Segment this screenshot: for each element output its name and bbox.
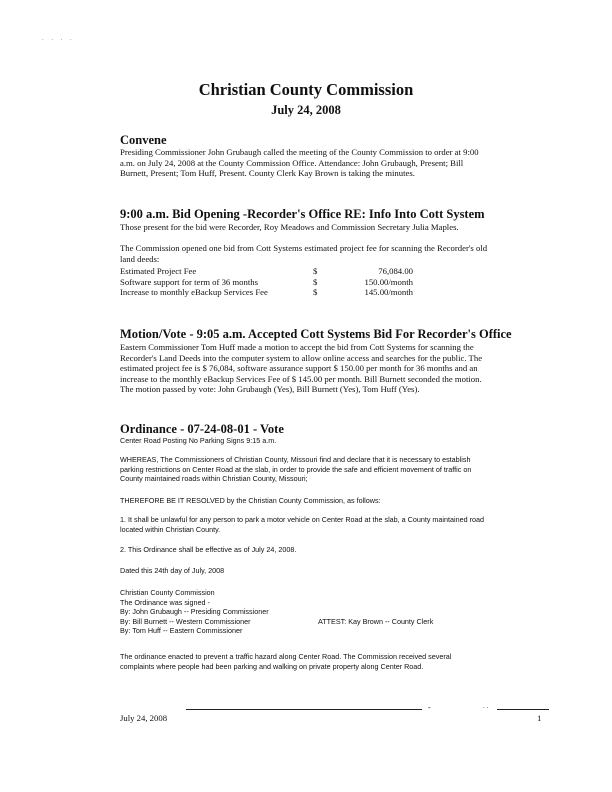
- item-1-line: located within Christian County.: [120, 524, 221, 534]
- convene-line: a.m. on July 24, 2008 at the County Commission Office. Attendance: John Grubaugh, Present; Bill: [120, 157, 464, 168]
- therefore-text: THEREFORE BE IT RESOLVED by the Christian County Commission, as follows:: [120, 496, 381, 505]
- motion-heading: Motion/Vote - 9:05 a.m. Accepted Cott Systems Bid For Recorder's Office: [120, 327, 512, 341]
- document-date: July 24, 2008: [271, 103, 341, 117]
- fee-currency: $: [313, 276, 318, 287]
- fee-amount: 145.00/month: [364, 287, 413, 298]
- fee-row: [120, 287, 420, 298]
- convene-paragraph: [120, 147, 550, 179]
- footer-date: July 24, 2008: [120, 713, 168, 723]
- fee-label: Increase to monthly eBackup Services Fee: [120, 287, 268, 298]
- ordinance-subheading: Center Road Posting No Parking Signs 9:15 a.m.: [120, 436, 277, 445]
- bid-intro-line: land deeds:: [120, 253, 160, 264]
- motion-paragraph: [120, 342, 560, 395]
- fee-label: Software support for term of 36 months: [120, 276, 259, 287]
- signature-line: The Ordinance was signed -: [120, 597, 210, 607]
- ordinance-item-2: 2. This Ordinance shall be effective as of July 24, 2008.: [120, 545, 297, 554]
- document-title: Christian County Commission: [198, 80, 414, 99]
- footer-rule-right: [497, 709, 549, 710]
- footer-rule-left: [186, 709, 422, 710]
- signature-block: [120, 588, 320, 636]
- bid-opening-heading: 9:00 a.m. Bid Opening -Recorder's Office RE: Info Into Cott System: [120, 207, 485, 221]
- footer-dots: . .: [483, 702, 489, 710]
- fee-currency: $: [313, 266, 318, 276]
- bid-intro-line: The Commission opened one bid from Cott Systems estimated project fee for scanning the Recorder's old: [120, 243, 488, 253]
- whereas-line: WHEREAS, The Commissioners of Christian County, Missouri find and declare that it is necessary to establish: [120, 455, 471, 464]
- convene-heading: Convene: [120, 133, 167, 147]
- motion-line: Recorder's Land Deeds into the computer system to allow online access and searches for the public. The: [120, 352, 483, 363]
- fee-row: [120, 266, 420, 277]
- fee-row: [120, 277, 420, 288]
- signature-line: By: John Grubaugh -- Presiding Commissioner: [120, 607, 269, 617]
- whereas-paragraph: [120, 455, 560, 484]
- bid-present-text: Those present for the bid were Recorder, Roy Meadows and Commission Secretary Julia Maples.: [120, 222, 459, 232]
- fee-label: Estimated Project Fee: [120, 266, 197, 276]
- motion-line: The motion passed by vote: John Grubaugh (Yes), Bill Burnett (Yes), Tom Huff (Yes).: [120, 384, 420, 395]
- fee-table: [120, 266, 420, 298]
- motion-line: increase to the monthly eBackup Services Fee of $ 145.00 per month. Bill Burnett seconded the motion.: [120, 373, 482, 384]
- note-line: complaints where people had been parking and walking on private property along Center Road.: [120, 661, 424, 671]
- ordinance-note: [120, 652, 560, 671]
- note-line: The ordinance enacted to prevent a traffic hazard along Center Road. The Commission received several: [120, 652, 452, 661]
- convene-line: Burnett, Present; Tom Huff, Present. County Clerk Kay Brown is taking the minutes.: [120, 168, 415, 179]
- bid-intro-paragraph: [120, 243, 550, 264]
- signature-line: By: Tom Huff -- Eastern Commissioner: [120, 626, 243, 636]
- motion-line: estimated project fee is $ 76,084, software assurance support $ 150.00 per month for 36 months and an: [120, 363, 478, 374]
- signature-line: By: Bill Burnett -- Western Commissioner: [120, 616, 251, 626]
- convene-line: Presiding Commissioner John Grubaugh called the meeting of the County Commission to order at 9:00: [120, 147, 479, 157]
- dated-text: Dated this 24th day of July, 2008: [120, 566, 225, 575]
- item-1-line: 1. It shall be unlawful for any person to park a motor vehicle on Center Road at the slab, a County maintained road: [120, 515, 484, 524]
- page-number: 1: [537, 713, 542, 723]
- fee-amount: 76,084.00: [378, 266, 413, 276]
- attest-text: ATTEST: Kay Brown -- County Clerk: [318, 617, 434, 626]
- fee-currency: $: [313, 287, 318, 298]
- fee-amount: 150.00/month: [364, 276, 413, 287]
- ordinance-item-1: [120, 515, 560, 534]
- whereas-line: County maintained roads within Christian County, Missouri;: [120, 474, 308, 484]
- footer-dash: -: [428, 703, 431, 712]
- scan-specks: . . . .: [42, 36, 75, 42]
- ordinance-heading: Ordinance - 07-24-08-01 - Vote: [120, 422, 284, 436]
- whereas-line: parking restrictions on Center Road at the slab, in order to provide the safe and efficient movement of traffic on: [120, 464, 472, 474]
- motion-line: Eastern Commissioner Tom Huff made a motion to accept the bid from Cott Systems for scanning the: [120, 342, 474, 352]
- signature-line: Christian County Commission: [120, 588, 215, 597]
